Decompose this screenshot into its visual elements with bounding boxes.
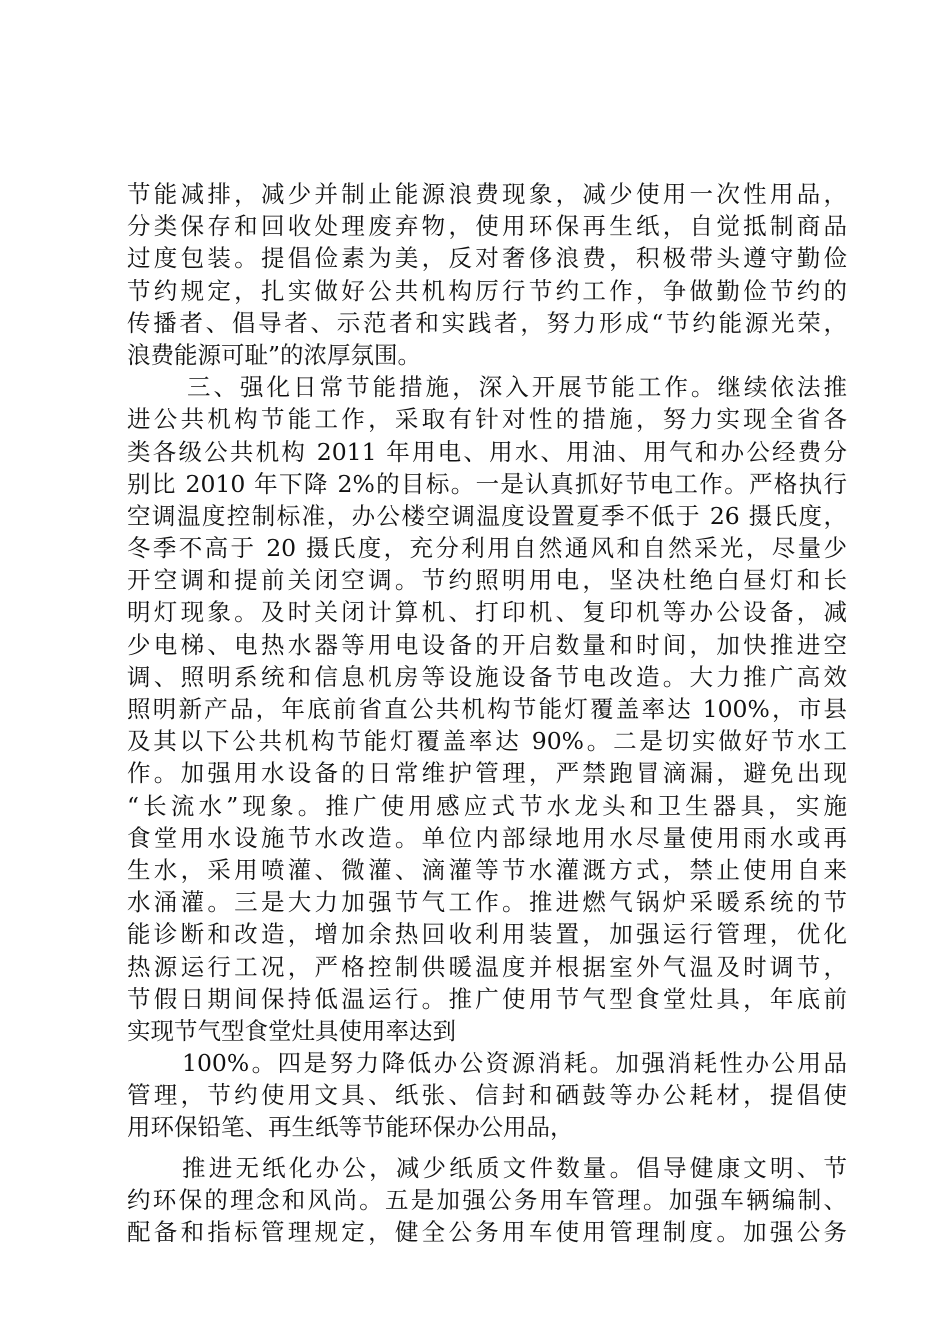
text-line: 水涌灌。三是大力加强节气工作。推进燃气锅炉采暖系统的节 xyxy=(127,888,847,917)
text-line: 管理，节约使用文具、纸张、信封和硒鼓等办公耗材，提倡使 xyxy=(127,1081,847,1110)
text-line: 热源运行工况，严格控制供暖温度并根据室外气温及时调节， xyxy=(127,952,847,981)
paragraph-start-line: 三、强化日常节能措施，深入开展节能工作。继续依法推 xyxy=(187,373,847,402)
text-line: 调、照明系统和信息机房等设施设备节电改造。大力推广高效 xyxy=(127,662,847,691)
text-line: 少电梯、电热水器等用电设备的开启数量和时间，加快推进空 xyxy=(127,630,847,659)
text-line: 节假日期间保持低温运行。推广使用节气型食堂灶具，年底前 xyxy=(127,984,847,1013)
text-line: “长流水”现象。推广使用感应式节水龙头和卫生器具，实施 xyxy=(127,791,847,820)
text-line: 分类保存和回收处理废弃物，使用环保再生纸，自觉抵制商品 xyxy=(127,212,847,241)
text-line: 照明新产品，年底前省直公共机构节能灯覆盖率达 100%，市县 xyxy=(127,695,847,723)
text-line: 进公共机构节能工作，采取有针对性的措施，努力实现全省各 xyxy=(127,405,847,434)
text-line: 生水，采用喷灌、微灌、滴灌等节水灌溉方式，禁止使用自来 xyxy=(127,855,847,884)
text-line: 浪费能源可耻”的浓厚氛围。 xyxy=(127,340,422,369)
text-line: 能诊断和改造，增加余热回收利用装置，加强运行管理，优化 xyxy=(127,920,847,949)
paragraph-start-line: 推进无纸化办公，减少纸质文件数量。倡导健康文明、节 xyxy=(182,1153,847,1182)
text-line: 类各级公共机构 2011 年用电、用水、用油、用气和办公经费分 xyxy=(127,437,847,466)
text-line: 约环保的理念和风尚。五是加强公务用车管理。加强车辆编制、 xyxy=(127,1185,847,1214)
text-line: 节约规定，扎实做好公共机构厉行节约工作，争做勤俭节约的 xyxy=(127,276,847,305)
text-line: 空调温度控制标准，办公楼空调温度设置夏季不低于 26 摄氏度， xyxy=(127,501,847,530)
paragraph-start-line: 100%。四是努力降低办公资源消耗。加强消耗性办公用品 xyxy=(182,1049,847,1078)
text-line: 别比 2010 年下降 2%的目标。一是认真抓好节电工作。严格执行 xyxy=(127,469,847,498)
text-line: 食堂用水设施节水改造。单位内部绿地用水尽量使用雨水或再 xyxy=(127,823,847,852)
text-line: 冬季不高于 20 摄氏度，充分利用自然通风和自然采光，尽量少 xyxy=(127,534,847,563)
text-line: 节能减排，减少并制止能源浪费现象，减少使用一次性用品， xyxy=(127,180,847,208)
text-line: 过度包装。提倡俭素为美，反对奢侈浪费，积极带头遵守勤俭 xyxy=(127,244,847,273)
text-line: 配备和指标管理规定，健全公务用车使用管理制度。加强公务 xyxy=(127,1218,847,1246)
paragraph-gap xyxy=(127,1144,847,1152)
text-line: 作。加强用水设备的日常维护管理，严禁跑冒滴漏，避免出现 xyxy=(127,759,847,788)
text-line: 传播者、倡导者、示范者和实践者，努力形成“节约能源光荣， xyxy=(127,308,847,337)
text-line: 及其以下公共机构节能灯覆盖率达 90%。二是切实做好节水工 xyxy=(127,727,847,756)
text-line: 用环保铅笔、再生纸等节能环保办公用品， xyxy=(127,1113,574,1142)
body-text xyxy=(127,178,847,1248)
text-line: 明灯现象。及时关闭计算机、打印机、复印机等办公设备，减 xyxy=(127,598,847,627)
text-line: 实现节气型食堂灶具使用率达到 xyxy=(127,1016,456,1045)
text-line: 开空调和提前关闭空调。节约照明用电，坚决杜绝白昼灯和长 xyxy=(127,566,847,595)
